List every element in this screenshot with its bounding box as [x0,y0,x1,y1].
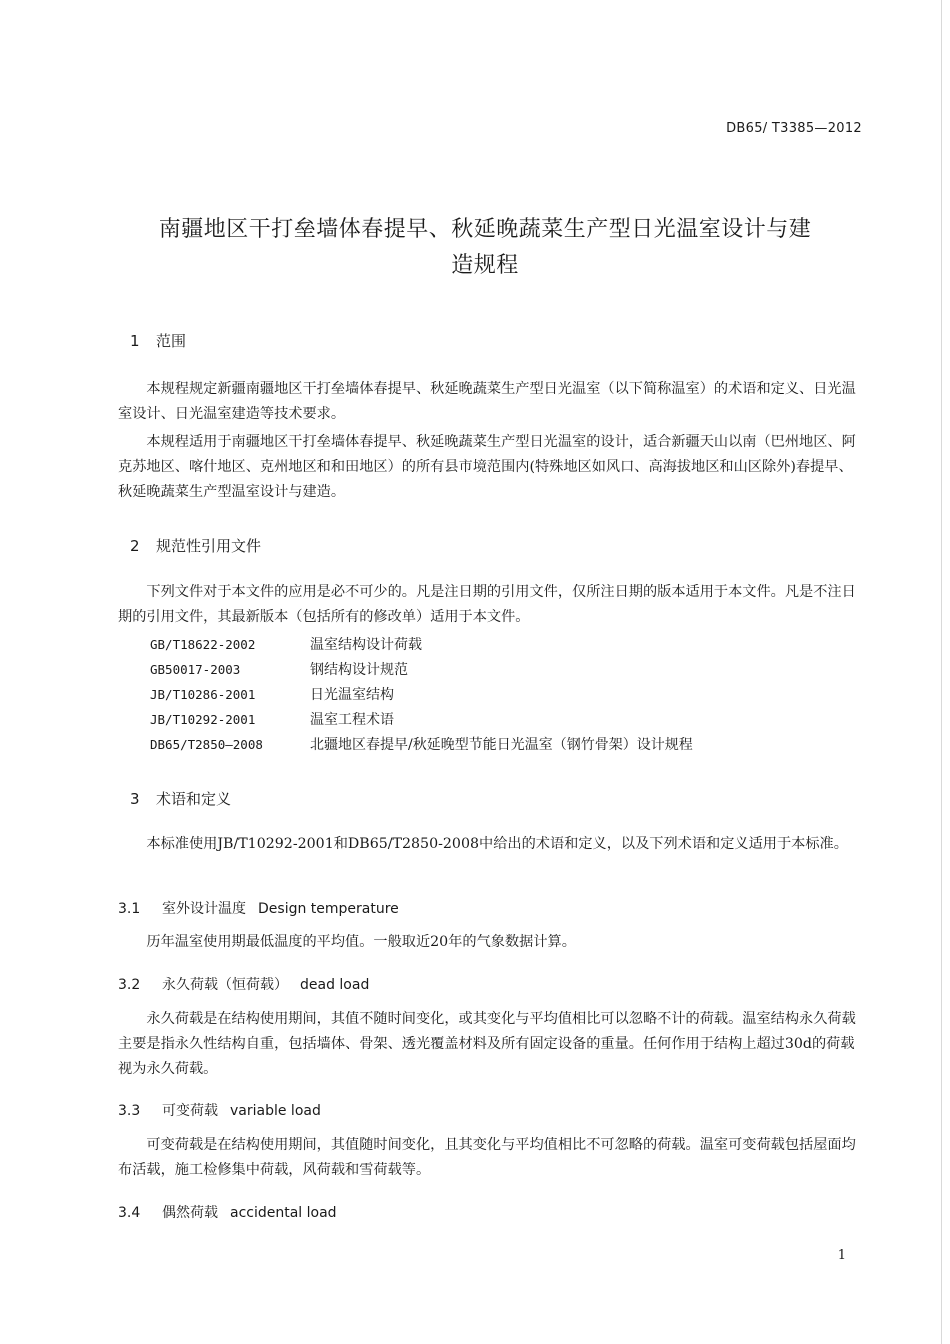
reference-name: 北疆地区春提早/秋延晚型节能日光温室（钢竹骨架）设计规程 [310,737,693,753]
section-title: 范围 [156,332,187,350]
reference-item [150,632,693,657]
reference-item [150,707,693,732]
section-2-heading [130,535,261,556]
reference-code: JB/T10286-2001 [150,687,256,702]
reference-code: JB/T10292-2001 [150,712,256,727]
title-line-2: 造规程 [451,253,519,278]
section-1-paragraph-1: 本规程规定新疆南疆地区干打垒墙体春提早、秋延晚蔬菜生产型日光温室（以下简称温室）的术语和定义、日光温室设计、日光温室建造等技术要求。 [118,381,856,422]
reference-item [150,732,693,757]
reference-item [150,657,693,682]
reference-code: DB65/T2850—2008 [150,737,263,752]
reference-name: 钢结构设计规范 [310,662,408,678]
reference-list [150,632,693,757]
section-3-intro: 本标准使用JB/T10292-2001和DB65/T2850-2008中给出的术语和定义，以及下列术语和定义适用于本标准。 [146,836,848,852]
document-title [110,212,860,284]
section-3-heading [130,788,231,809]
section-1-heading [130,330,186,351]
term-3-2-definition: 永久荷载是在结构使用期间，其值不随时间变化，或其变化与平均值相比可以忽略不计的荷载。温室结构永久荷载主要是指永久性结构自重，包括墙体、骨架、透光覆盖材料及所有固定设备的重量。任何作用于结构上超过30d的荷载视为永久荷载。 [118,1011,856,1077]
term-en: accidental load [230,1205,337,1221]
reference-code: GB50017-2003 [150,662,241,677]
term-number: 3.1 [118,901,141,917]
reference-code: GB/T18622-2002 [150,637,256,652]
section-1-paragraph-2: 本规程适用于南疆地区干打垒墙体春提早、秋延晚蔬菜生产型日光温室的设计，适合新疆天山以南（巴州地区、阿克苏地区、喀什地区、克州地区和和田地区）的所有县市境范围内(特殊地区如风口、高海拔地区和山区除外)春提早、秋延晚蔬菜生产型温室设计与建造。 [118,434,856,500]
term-3-1-heading [118,898,399,918]
term-3-1-definition: 历年温室使用期最低温度的平均值。一般取近20年的气象数据计算。 [146,934,576,950]
term-cn: 室外设计温度 [162,901,246,917]
term-3-4-heading [118,1202,337,1222]
reference-name: 温室工程术语 [310,712,394,728]
term-cn: 永久荷载（恒荷载） [162,977,288,993]
section-title: 术语和定义 [156,790,232,808]
section-title: 规范性引用文件 [156,537,262,555]
reference-name: 日光温室结构 [310,687,394,703]
term-en: dead load [300,977,370,993]
term-en: Design temperature [258,901,399,917]
reference-item [150,682,693,707]
term-number: 3.2 [118,977,141,993]
page-edge-line [941,0,942,1344]
term-3-2-heading [118,974,369,994]
section-number: 1 [130,332,140,350]
title-line-1: 南疆地区干打垒墙体春提早、秋延晚蔬菜生产型日光温室设计与建 [158,217,812,242]
term-3-3-heading [118,1100,321,1120]
reference-name: 温室结构设计荷载 [310,637,422,653]
term-3-3-definition: 可变荷载是在结构使用期间，其值随时间变化，且其变化与平均值相比不可忽略的荷载。温室可变荷载包括屋面均布活载，施工检修集中荷载，风荷载和雪荷载等。 [118,1137,856,1178]
term-cn: 偶然荷载 [162,1205,218,1221]
term-number: 3.4 [118,1205,141,1221]
term-number: 3.3 [118,1103,141,1119]
term-cn: 可变荷载 [162,1103,218,1119]
section-2-intro: 下列文件对于本文件的应用是必不可少的。凡是注日期的引用文件，仅所注日期的版本适用于本文件。凡是不注日期的引用文件，其最新版本（包括所有的修改单）适用于本文件。 [118,584,856,625]
term-en: variable load [230,1103,321,1119]
document-code: DB65/ T3385—2012 [726,121,862,136]
section-number: 3 [130,790,140,808]
page-number: 1 [837,1248,846,1263]
section-number: 2 [130,537,140,555]
